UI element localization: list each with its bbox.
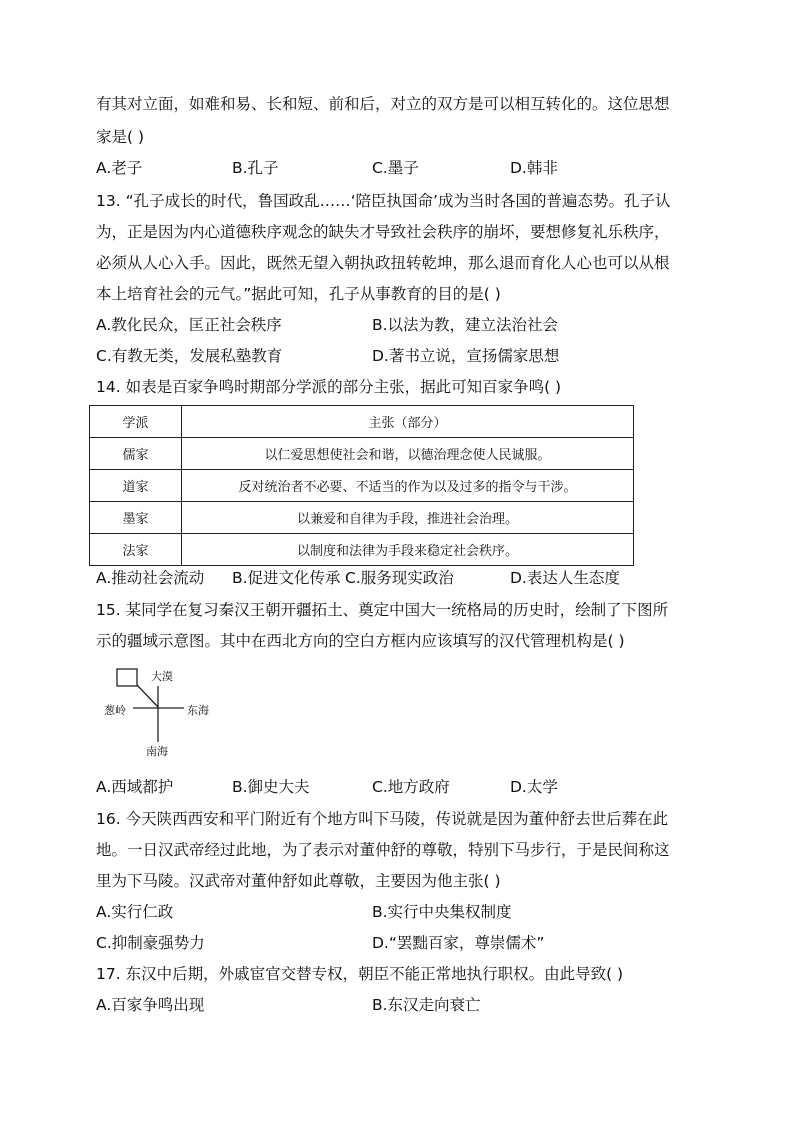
q15-option-c: C.地方政府 [372, 778, 450, 796]
q15-text-line-1: 15. 某同学在复习秦汉王朝开疆拓土、奠定中国大一统格局的历史时，绘制了下图所 [96, 601, 669, 619]
q12-text-line-2: 家是( ) [96, 128, 145, 146]
q14-text-line-1: 14. 如表是百家争鸣时期部分学派的部分主张，据此可知百家争鸣( ) [96, 378, 562, 396]
q12-text-line-1: 有其对立面，如难和易、长和短、前和后，对立的双方是可以相互转化的。这位思想 [96, 95, 670, 113]
q14-option-d: D.表达人生态度 [510, 569, 620, 587]
q14-option-a: A.推动社会流动 [96, 569, 205, 587]
q12-option-a: A.老子 [96, 159, 143, 177]
map-label-east: 东海 [187, 704, 209, 717]
q16-option-c: C.抑制豪强势力 [96, 934, 205, 952]
q16-text-line-1: 16. 今天陕西西安和平门附近有个地方叫下马陵，传说就是因为董仲舒去世后葬在此 [96, 810, 669, 828]
q17-text-line-1: 17. 东汉中后期，外戚宦官交替专权，朝臣不能正常地执行职权。由此导致( ) [96, 965, 624, 983]
q15-text-line-2: 示的疆域示意图。其中在西北方向的空白方框内应该填写的汉代管理机构是( ) [96, 632, 625, 650]
table-header-row [90, 406, 634, 438]
q13-option-c: C.有教无类，发展私塾教育 [96, 347, 283, 365]
table-cell-proposal: 以仁爱思想使社会和谐，以德治理念使人民诚服。 [182, 438, 634, 470]
q16-option-b: B.实行中央集权制度 [372, 903, 512, 921]
blank-box [117, 669, 137, 686]
table-cell-proposal: 以兼爱和自律为手段，推进社会治理。 [182, 502, 634, 534]
table-cell-school: 法家 [90, 534, 182, 566]
q12-option-b: B.孔子 [232, 159, 279, 177]
q17-option-a: A.百家争鸣出现 [96, 996, 205, 1014]
schools-table [89, 405, 634, 566]
table-cell-proposal: 以制度和法律为手段来稳定社会秩序。 [182, 534, 634, 566]
q15-option-b: B.御史大夫 [232, 778, 310, 796]
q17-option-b: B.东汉走向衰亡 [372, 996, 481, 1014]
q13-option-b: B.以法为教，建立法治社会 [372, 316, 559, 334]
territory-diagram [100, 664, 230, 764]
northwest-connector-line [137, 685, 158, 707]
table-cell-school: 儒家 [90, 438, 182, 470]
map-label-west: 葱岭 [104, 704, 126, 717]
table-header-school: 学派 [90, 406, 182, 438]
q14-option-c: C.服务现实政治 [345, 569, 454, 587]
table-header-proposal: 主张（部分） [182, 406, 634, 438]
q16-option-d: D.“罢黜百家，尊崇儒术” [372, 934, 545, 952]
q15-option-d: D.太学 [510, 778, 558, 796]
table-row [90, 534, 634, 566]
q12-option-d: D.韩非 [510, 159, 558, 177]
table-cell-proposal: 反对统治者不必要、不适当的作为以及过多的指令与干涉。 [182, 470, 634, 502]
q13-text-line-1: 13. “孔子成长的时代，鲁国政乱……‘陪臣执国命’成为当时各国的普遍态势。孔子认 [96, 192, 671, 210]
table-row [90, 470, 634, 502]
table-cell-school: 道家 [90, 470, 182, 502]
q16-text-line-2: 地。一日汉武帝经过此地，为了表示对董仲舒的尊敬，特别下马步行，于是民间称这 [96, 841, 670, 859]
q13-text-line-3: 必须从人心入手。因此，既然无望入朝执政扭转乾坤，那么退而育化人心也可以从根 [96, 254, 670, 272]
table-cell-school: 墨家 [90, 502, 182, 534]
q12-option-c: C.墨子 [372, 159, 419, 177]
q16-text-line-3: 里为下马陵。汉武帝对董仲舒如此尊敬，主要因为他主张( ) [96, 872, 501, 890]
q13-option-d: D.著书立说，宣扬儒家思想 [372, 347, 560, 365]
q13-option-a: A.教化民众，匡正社会秩序 [96, 316, 282, 334]
map-label-south: 南海 [146, 745, 168, 758]
q13-text-line-4: 本上培育社会的元气。”据此可知，孔子从事教育的目的是( ) [96, 285, 501, 303]
map-label-north: 大漠 [151, 670, 173, 683]
table-row [90, 502, 634, 534]
q14-option-b: B.促进文化传承 [232, 569, 341, 587]
q13-text-line-2: 为，正是因为内心道德秩序观念的缺失才导致社会秩序的崩坏，要想修复礼乐秩序， [96, 223, 670, 241]
q15-option-a: A.西域都护 [96, 778, 174, 796]
table-row [90, 438, 634, 470]
q16-option-a: A.实行仁政 [96, 903, 174, 921]
